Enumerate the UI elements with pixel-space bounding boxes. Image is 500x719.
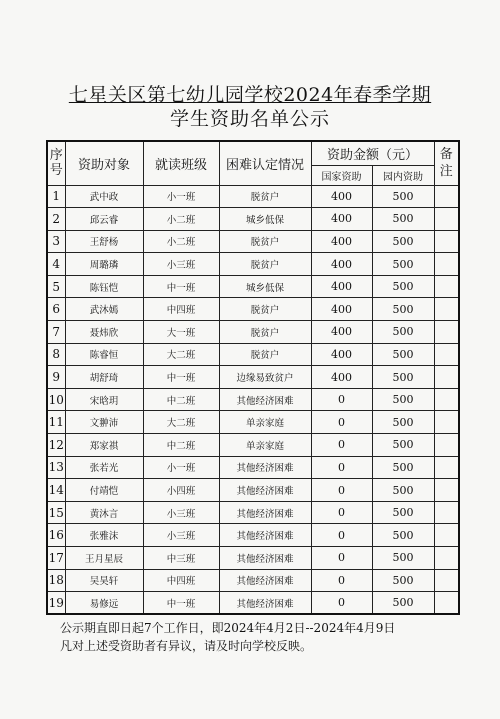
row-note bbox=[434, 253, 459, 276]
row-national-amount: 400 bbox=[311, 343, 372, 366]
row-note bbox=[434, 230, 459, 253]
row-seq: 11 bbox=[47, 411, 65, 434]
row-class: 小三班 bbox=[143, 501, 219, 524]
table-row bbox=[47, 524, 459, 547]
row-seq: 9 bbox=[47, 366, 65, 389]
row-school-amount: 500 bbox=[372, 275, 434, 298]
row-name: 王舒杨 bbox=[65, 230, 143, 253]
row-class: 大二班 bbox=[143, 343, 219, 366]
row-national-amount: 400 bbox=[311, 230, 372, 253]
table-row bbox=[47, 253, 459, 276]
row-note bbox=[434, 524, 459, 547]
row-school-amount: 500 bbox=[372, 547, 434, 570]
row-school-amount: 500 bbox=[372, 388, 434, 411]
row-school-amount: 500 bbox=[372, 569, 434, 592]
row-difficulty: 边缘易致贫户 bbox=[219, 366, 311, 389]
row-name: 武沐嫣 bbox=[65, 298, 143, 321]
row-national-amount: 400 bbox=[311, 253, 372, 276]
row-difficulty: 其他经济困难 bbox=[219, 388, 311, 411]
row-note bbox=[434, 388, 459, 411]
row-class: 大一班 bbox=[143, 321, 219, 344]
row-note bbox=[434, 434, 459, 457]
row-note bbox=[434, 547, 459, 570]
row-name: 易修远 bbox=[65, 592, 143, 615]
row-name: 王月星辰 bbox=[65, 547, 143, 570]
row-school-amount: 500 bbox=[372, 411, 434, 434]
header-note: 备注 bbox=[434, 141, 459, 185]
table-row bbox=[47, 298, 459, 321]
row-difficulty: 其他经济困难 bbox=[219, 547, 311, 570]
row-class: 小一班 bbox=[143, 185, 219, 208]
table-row bbox=[47, 321, 459, 344]
row-school-amount: 500 bbox=[372, 479, 434, 502]
row-class: 大二班 bbox=[143, 411, 219, 434]
row-note bbox=[434, 208, 459, 231]
row-difficulty: 脱贫户 bbox=[219, 298, 311, 321]
row-difficulty: 其他经济困难 bbox=[219, 569, 311, 592]
row-seq: 14 bbox=[47, 479, 65, 502]
row-school-amount: 500 bbox=[372, 230, 434, 253]
row-seq: 2 bbox=[47, 208, 65, 231]
row-school-amount: 500 bbox=[372, 524, 434, 547]
table-row bbox=[47, 411, 459, 434]
row-national-amount: 0 bbox=[311, 547, 372, 570]
row-class: 小三班 bbox=[143, 253, 219, 276]
row-difficulty: 单亲家庭 bbox=[219, 434, 311, 457]
header-amount: 资助金额（元） bbox=[311, 141, 434, 165]
row-school-amount: 500 bbox=[372, 592, 434, 615]
row-class: 小二班 bbox=[143, 230, 219, 253]
row-name: 周璐璘 bbox=[65, 253, 143, 276]
row-difficulty: 脱贫户 bbox=[219, 253, 311, 276]
table-row bbox=[47, 208, 459, 231]
row-note bbox=[434, 321, 459, 344]
row-school-amount: 500 bbox=[372, 298, 434, 321]
row-national-amount: 0 bbox=[311, 388, 372, 411]
row-class: 中二班 bbox=[143, 434, 219, 457]
row-seq: 4 bbox=[47, 253, 65, 276]
row-seq: 6 bbox=[47, 298, 65, 321]
row-note bbox=[434, 569, 459, 592]
row-seq: 7 bbox=[47, 321, 65, 344]
row-national-amount: 400 bbox=[311, 185, 372, 208]
row-difficulty: 其他经济困难 bbox=[219, 456, 311, 479]
row-class: 小三班 bbox=[143, 524, 219, 547]
row-name: 邱云睿 bbox=[65, 208, 143, 231]
row-name: 付靖恺 bbox=[65, 479, 143, 502]
document-subtitle: 学生资助名单公示 bbox=[169, 108, 330, 130]
row-national-amount: 0 bbox=[311, 592, 372, 615]
table-row bbox=[47, 275, 459, 298]
notice-line-1: 公示期直即日起7个工作日，即2024年4月2日--2024年4月9日 bbox=[60, 621, 396, 635]
row-seq: 1 bbox=[47, 185, 65, 208]
row-seq: 8 bbox=[47, 343, 65, 366]
row-difficulty: 城乡低保 bbox=[219, 208, 311, 231]
row-class: 中四班 bbox=[143, 298, 219, 321]
row-difficulty: 其他经济困难 bbox=[219, 524, 311, 547]
row-national-amount: 0 bbox=[311, 456, 372, 479]
row-name: 张若光 bbox=[65, 456, 143, 479]
row-difficulty: 城乡低保 bbox=[219, 275, 311, 298]
row-class: 小一班 bbox=[143, 456, 219, 479]
row-name: 文翀沛 bbox=[65, 411, 143, 434]
row-name: 武中政 bbox=[65, 185, 143, 208]
row-national-amount: 400 bbox=[311, 298, 372, 321]
row-note bbox=[434, 185, 459, 208]
table-row bbox=[47, 592, 459, 615]
row-seq: 19 bbox=[47, 592, 65, 615]
row-difficulty: 脱贫户 bbox=[219, 321, 311, 344]
notice-footer bbox=[60, 619, 460, 655]
header-name: 资助对象 bbox=[65, 141, 143, 185]
header-school: 园内资助 bbox=[372, 165, 434, 185]
row-seq: 18 bbox=[47, 569, 65, 592]
row-school-amount: 500 bbox=[372, 501, 434, 524]
row-note bbox=[434, 411, 459, 434]
table-row bbox=[47, 569, 459, 592]
row-school-amount: 500 bbox=[372, 434, 434, 457]
row-note bbox=[434, 275, 459, 298]
row-difficulty: 脱贫户 bbox=[219, 185, 311, 208]
row-name: 宋晗玥 bbox=[65, 388, 143, 411]
table-row bbox=[47, 185, 459, 208]
row-name: 胡舒琦 bbox=[65, 366, 143, 389]
row-national-amount: 400 bbox=[311, 366, 372, 389]
table-row bbox=[47, 456, 459, 479]
row-difficulty: 单亲家庭 bbox=[219, 411, 311, 434]
row-name: 张雅沫 bbox=[65, 524, 143, 547]
row-difficulty: 其他经济困难 bbox=[219, 592, 311, 615]
table-row bbox=[47, 230, 459, 253]
row-national-amount: 0 bbox=[311, 479, 372, 502]
row-school-amount: 500 bbox=[372, 343, 434, 366]
row-class: 中三班 bbox=[143, 547, 219, 570]
row-note bbox=[434, 343, 459, 366]
table-row bbox=[47, 388, 459, 411]
row-name: 黄沐言 bbox=[65, 501, 143, 524]
row-note bbox=[434, 298, 459, 321]
row-difficulty: 脱贫户 bbox=[219, 343, 311, 366]
row-note bbox=[434, 479, 459, 502]
row-school-amount: 500 bbox=[372, 208, 434, 231]
row-national-amount: 0 bbox=[311, 569, 372, 592]
row-school-amount: 500 bbox=[372, 456, 434, 479]
row-name: 陈钰恺 bbox=[65, 275, 143, 298]
row-school-amount: 500 bbox=[372, 185, 434, 208]
row-name: 郑家祺 bbox=[65, 434, 143, 457]
row-name: 陈睿恒 bbox=[65, 343, 143, 366]
row-seq: 3 bbox=[47, 230, 65, 253]
row-class: 小四班 bbox=[143, 479, 219, 502]
row-difficulty: 脱贫户 bbox=[219, 230, 311, 253]
row-school-amount: 500 bbox=[372, 253, 434, 276]
row-seq: 13 bbox=[47, 456, 65, 479]
table-row bbox=[47, 501, 459, 524]
row-class: 小二班 bbox=[143, 208, 219, 231]
row-difficulty: 其他经济困难 bbox=[219, 479, 311, 502]
funding-table bbox=[46, 140, 460, 615]
header-difficulty: 困难认定情况 bbox=[219, 141, 311, 185]
header-national: 国家资助 bbox=[311, 165, 372, 185]
row-difficulty: 其他经济困难 bbox=[219, 501, 311, 524]
table-row bbox=[47, 343, 459, 366]
row-class: 中四班 bbox=[143, 569, 219, 592]
row-seq: 10 bbox=[47, 388, 65, 411]
row-national-amount: 0 bbox=[311, 501, 372, 524]
row-national-amount: 400 bbox=[311, 208, 372, 231]
row-note bbox=[434, 456, 459, 479]
row-class: 中一班 bbox=[143, 592, 219, 615]
row-national-amount: 0 bbox=[311, 411, 372, 434]
row-national-amount: 400 bbox=[311, 275, 372, 298]
row-name: 聂炜欣 bbox=[65, 321, 143, 344]
row-seq: 17 bbox=[47, 547, 65, 570]
row-name: 吴昊轩 bbox=[65, 569, 143, 592]
table-row bbox=[47, 547, 459, 570]
row-note bbox=[434, 501, 459, 524]
table-row bbox=[47, 366, 459, 389]
row-note bbox=[434, 366, 459, 389]
notice-line-2: 凡对上述受资助者有异议，请及时向学校反映。 bbox=[60, 639, 313, 653]
row-note bbox=[434, 592, 459, 615]
row-school-amount: 500 bbox=[372, 366, 434, 389]
row-seq: 12 bbox=[47, 434, 65, 457]
header-class: 就读班级 bbox=[143, 141, 219, 185]
row-class: 中二班 bbox=[143, 388, 219, 411]
row-class: 中一班 bbox=[143, 366, 219, 389]
row-national-amount: 0 bbox=[311, 524, 372, 547]
row-seq: 16 bbox=[47, 524, 65, 547]
table-row bbox=[47, 479, 459, 502]
header-seq: 序号 bbox=[47, 141, 65, 185]
row-class: 中一班 bbox=[143, 275, 219, 298]
row-seq: 5 bbox=[47, 275, 65, 298]
row-seq: 15 bbox=[47, 501, 65, 524]
table-row bbox=[47, 434, 459, 457]
row-school-amount: 500 bbox=[372, 321, 434, 344]
row-national-amount: 0 bbox=[311, 434, 372, 457]
row-national-amount: 400 bbox=[311, 321, 372, 344]
document-title: 七星关区第七幼儿园学校2024年春季学期 bbox=[68, 84, 432, 106]
